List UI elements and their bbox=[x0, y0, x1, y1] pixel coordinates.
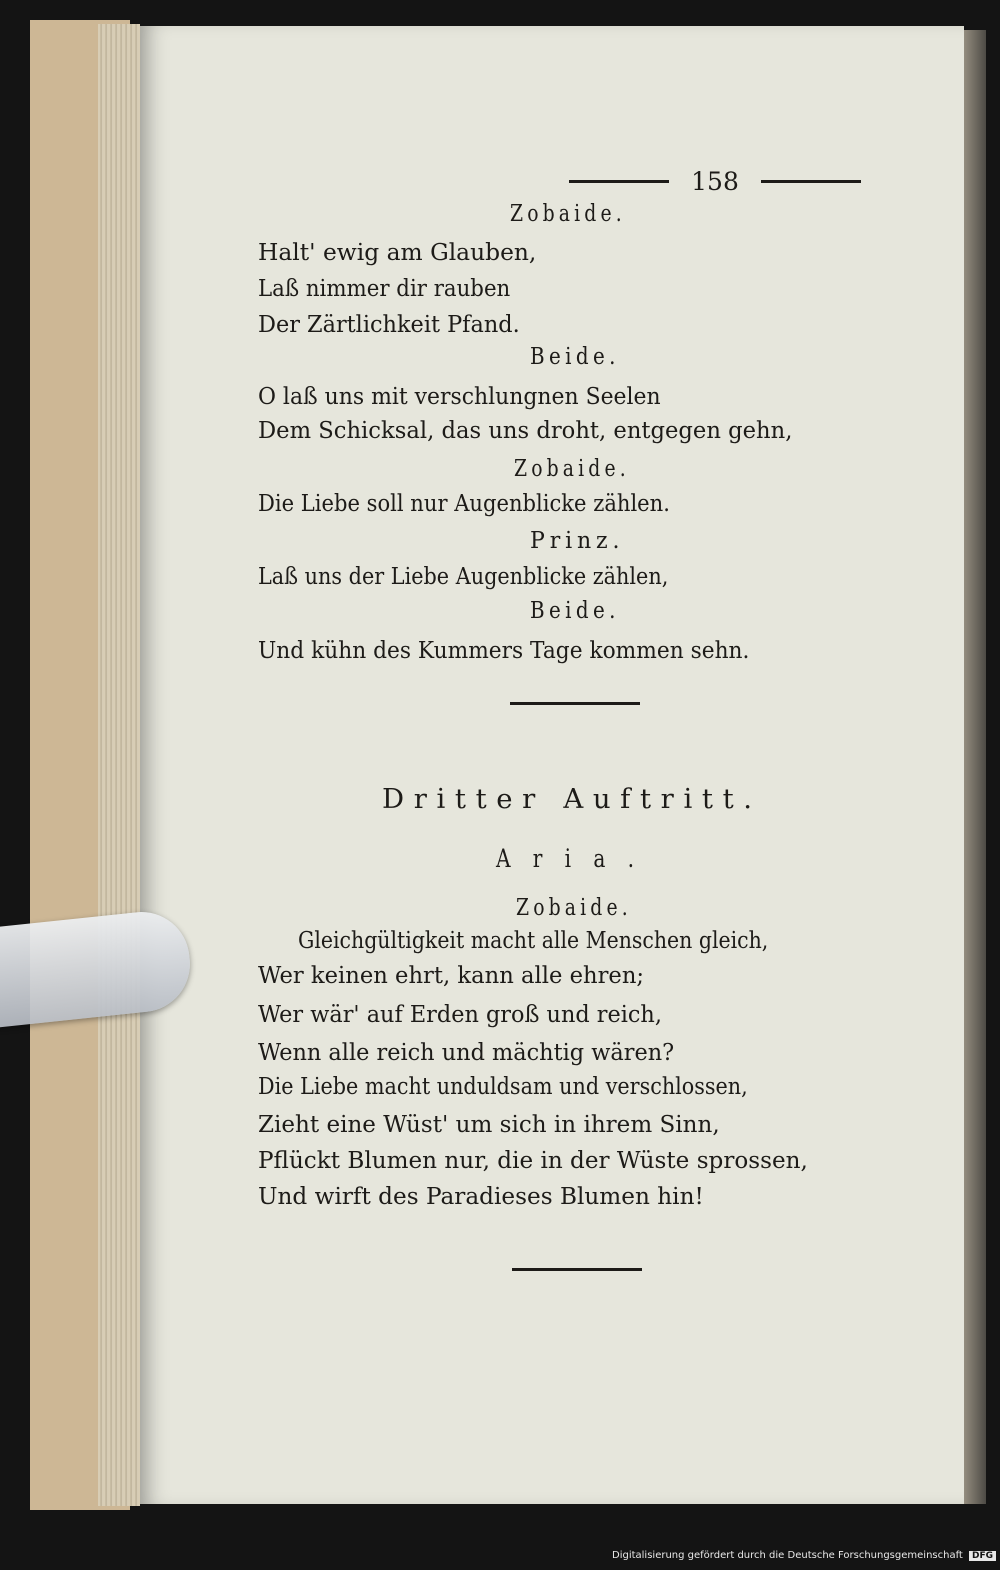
page-fore-edge bbox=[98, 24, 140, 1506]
verse-line: Wer wär' auf Erden groß und reich, bbox=[258, 1002, 662, 1028]
verse-line: Laß uns der Liebe Augenblicke zählen, bbox=[258, 564, 669, 590]
section-divider bbox=[510, 702, 640, 705]
verse-line: Dem Schicksal, das uns droht, entgegen gehn, bbox=[258, 418, 793, 444]
speaker-prinz: Prinz. bbox=[530, 528, 625, 554]
verse-line: Halt' ewig am Glauben, bbox=[258, 240, 537, 266]
page-number: 158 bbox=[691, 166, 739, 196]
footer-text: Digitalisierung gefördert durch die Deutsche Forschungsgemeinschaft bbox=[612, 1550, 963, 1561]
verse-line: Pflückt Blumen nur, die in der Wüste sprossen, bbox=[258, 1148, 808, 1174]
speaker-beide: Beide. bbox=[530, 598, 620, 624]
digitization-footer bbox=[612, 1550, 996, 1561]
speaker-beide: Beide. bbox=[530, 344, 620, 370]
header-rule-right bbox=[761, 180, 861, 183]
verse-line: Laß nimmer dir rauben bbox=[258, 276, 511, 302]
verse-line: Die Liebe macht unduldsam und verschlossen, bbox=[258, 1074, 748, 1100]
speaker-zobaide: Zobaide. bbox=[514, 456, 630, 482]
page-number-header bbox=[565, 164, 865, 198]
verse-line: Wenn alle reich und mächtig wären? bbox=[258, 1040, 675, 1066]
verse-line: Wer keinen ehrt, kann alle ehren; bbox=[258, 963, 645, 989]
verse-line: Der Zärtlichkeit Pfand. bbox=[258, 312, 520, 338]
aria-title: Aria. bbox=[496, 844, 657, 873]
verse-line: Die Liebe soll nur Augenblicke zählen. bbox=[258, 491, 670, 517]
end-divider bbox=[512, 1268, 642, 1271]
header-rule-left bbox=[569, 180, 669, 183]
speaker-zobaide: Zobaide. bbox=[516, 895, 632, 921]
verse-line: Und kühn des Kummers Tage kommen sehn. bbox=[258, 638, 750, 664]
verse-line: Und wirft des Paradieses Blumen hin! bbox=[258, 1184, 704, 1210]
facing-page-edge bbox=[962, 30, 986, 1504]
verse-line: O laß uns mit verschlungnen Seelen bbox=[258, 384, 661, 410]
verse-line: Gleichgültigkeit macht alle Menschen gleich, bbox=[298, 928, 769, 954]
dfg-logo: DFG bbox=[969, 1551, 996, 1561]
speaker-zobaide: Zobaide. bbox=[510, 201, 626, 227]
verse-line: Zieht eine Wüst' um sich in ihrem Sinn, bbox=[258, 1112, 720, 1138]
scene-heading: Dritter Auftritt. bbox=[382, 784, 762, 815]
